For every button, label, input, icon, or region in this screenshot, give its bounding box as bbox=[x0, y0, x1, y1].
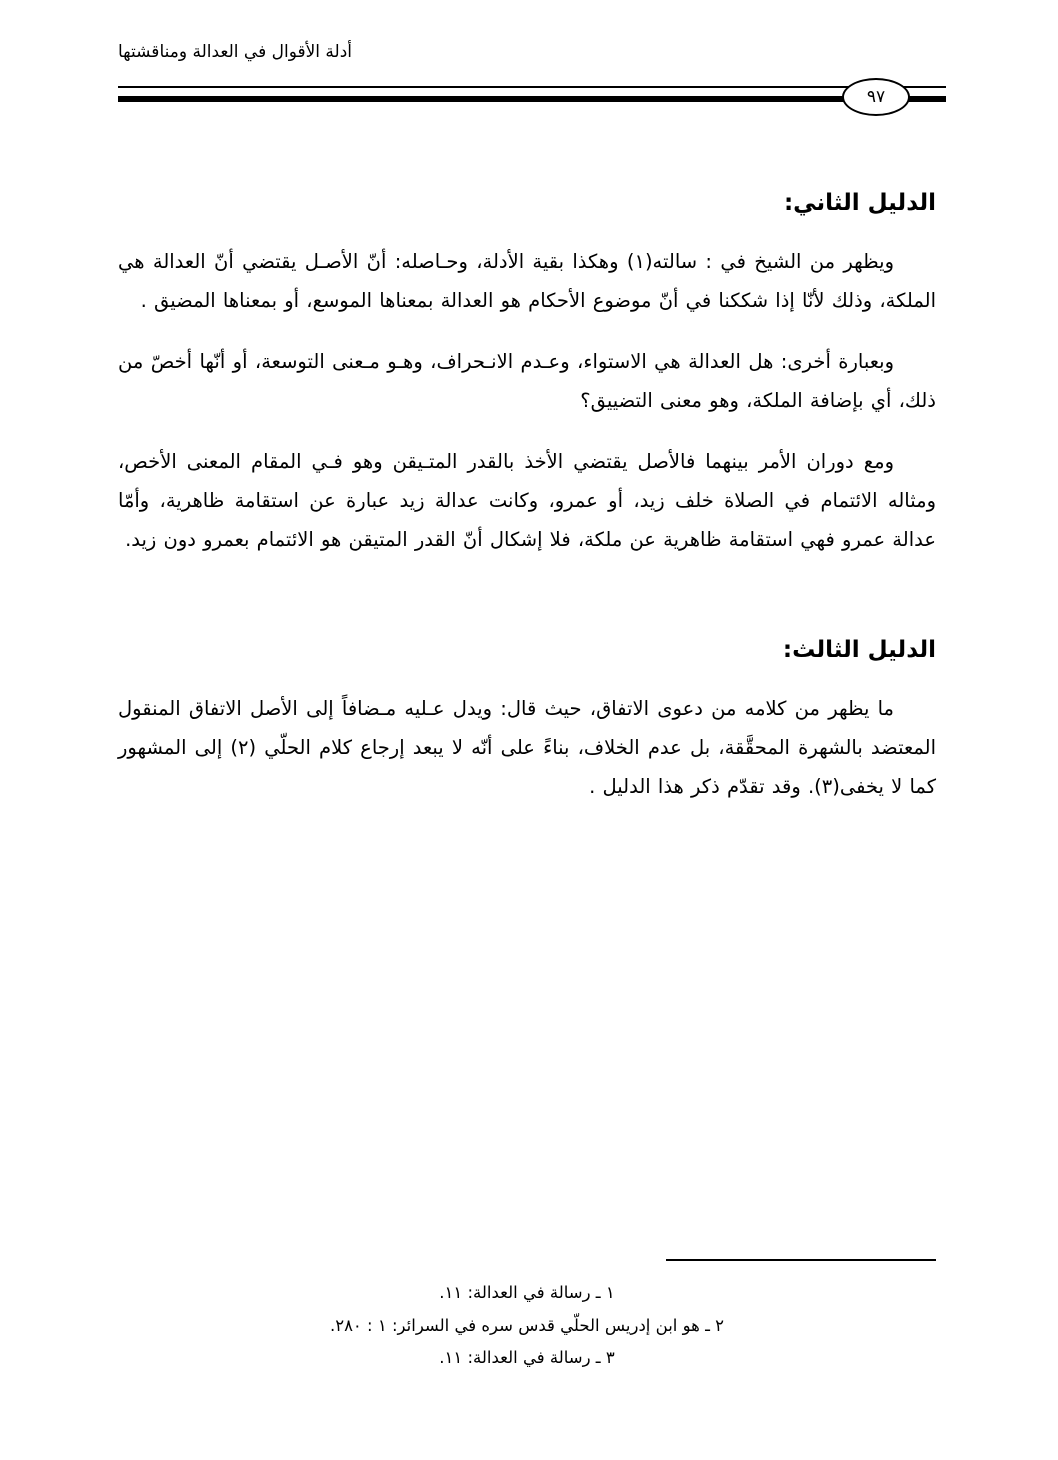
page-header bbox=[118, 42, 940, 62]
page-number: ٩٧ bbox=[866, 87, 886, 107]
footnote-list bbox=[118, 1277, 936, 1374]
heading-third-proof: الدليل الثالث: bbox=[782, 637, 936, 663]
paragraph: وبعبارة أخرى: هل العدالة هي الاستواء، وعـدم الانـحراف، وهـو مـعنى التوسعة، أو أنّها أخصّ من ذلك، أي بإضافة الملكة، وهو معنى التضييق؟ bbox=[118, 350, 936, 412]
header-rule-thick bbox=[118, 96, 946, 102]
paragraph: ما يظهر من كلامه من دعوى الاتفاق، حيث قال: ويدل عـليه مـضافاً إلى الأصل الاتفاق المنقول المعتضد بالشهرة المحقَّقة، بل عدم الخلاف، بناءً على أنّه لا يبعد إرجاع كلام الحلّي (٢) إلى المشهور كما لا يخفى(٣). وقد تقدّم ذكر هذا الدليل . bbox=[118, 697, 936, 798]
footnote-item: ٢ ـ هو ابن إدريس الحلّي قدس سره في السرائر: ١ : ٢٨٠. bbox=[329, 1315, 725, 1335]
footnotes-block bbox=[118, 1259, 936, 1374]
page-body bbox=[118, 190, 936, 828]
running-title: أدلة الأقوال في العدالة ومناقشتها bbox=[118, 42, 353, 62]
heading-second-proof: الدليل الثاني: bbox=[783, 190, 936, 216]
page-number-badge bbox=[842, 78, 910, 116]
footnote-item: ١ ـ رسالة في العدالة: ١١. bbox=[439, 1283, 615, 1303]
paragraph: ومع دوران الأمر بينهما فالأصل يقتضي الأخذ بالقدر المتـيقن وهو فـي المقام المعنى الأخص، ومثاله الائتمام في الصلاة خلف زيد، أو عمرو، وكانت عدالة زيد عبارة عن استقامة ظاهرية، وأمّا عدالة عمرو فهي استقامة ظاهرية عن ملكة، فلا إشكال أنّ القدر المتيقن هو الائتمام بعمرو دون زيد. bbox=[118, 450, 936, 551]
footnote-separator bbox=[666, 1259, 936, 1261]
footnote-item: ٣ ـ رسالة في العدالة: ١١. bbox=[439, 1347, 615, 1367]
header-rule-thin bbox=[118, 86, 946, 88]
paragraph: ويظهر من الشيخ في : سالته(١) وهكذا بقية الأدلة، وحـاصله: أنّ الأصـل يقتضي أنّ العدالة هي الملكة، وذلك لأنّا إذا شككنا في أنّ موضوع الأحكام هو العدالة بمعناها الموسع، أو بمعناها المضيق . bbox=[118, 250, 936, 312]
header-rule bbox=[118, 86, 946, 114]
